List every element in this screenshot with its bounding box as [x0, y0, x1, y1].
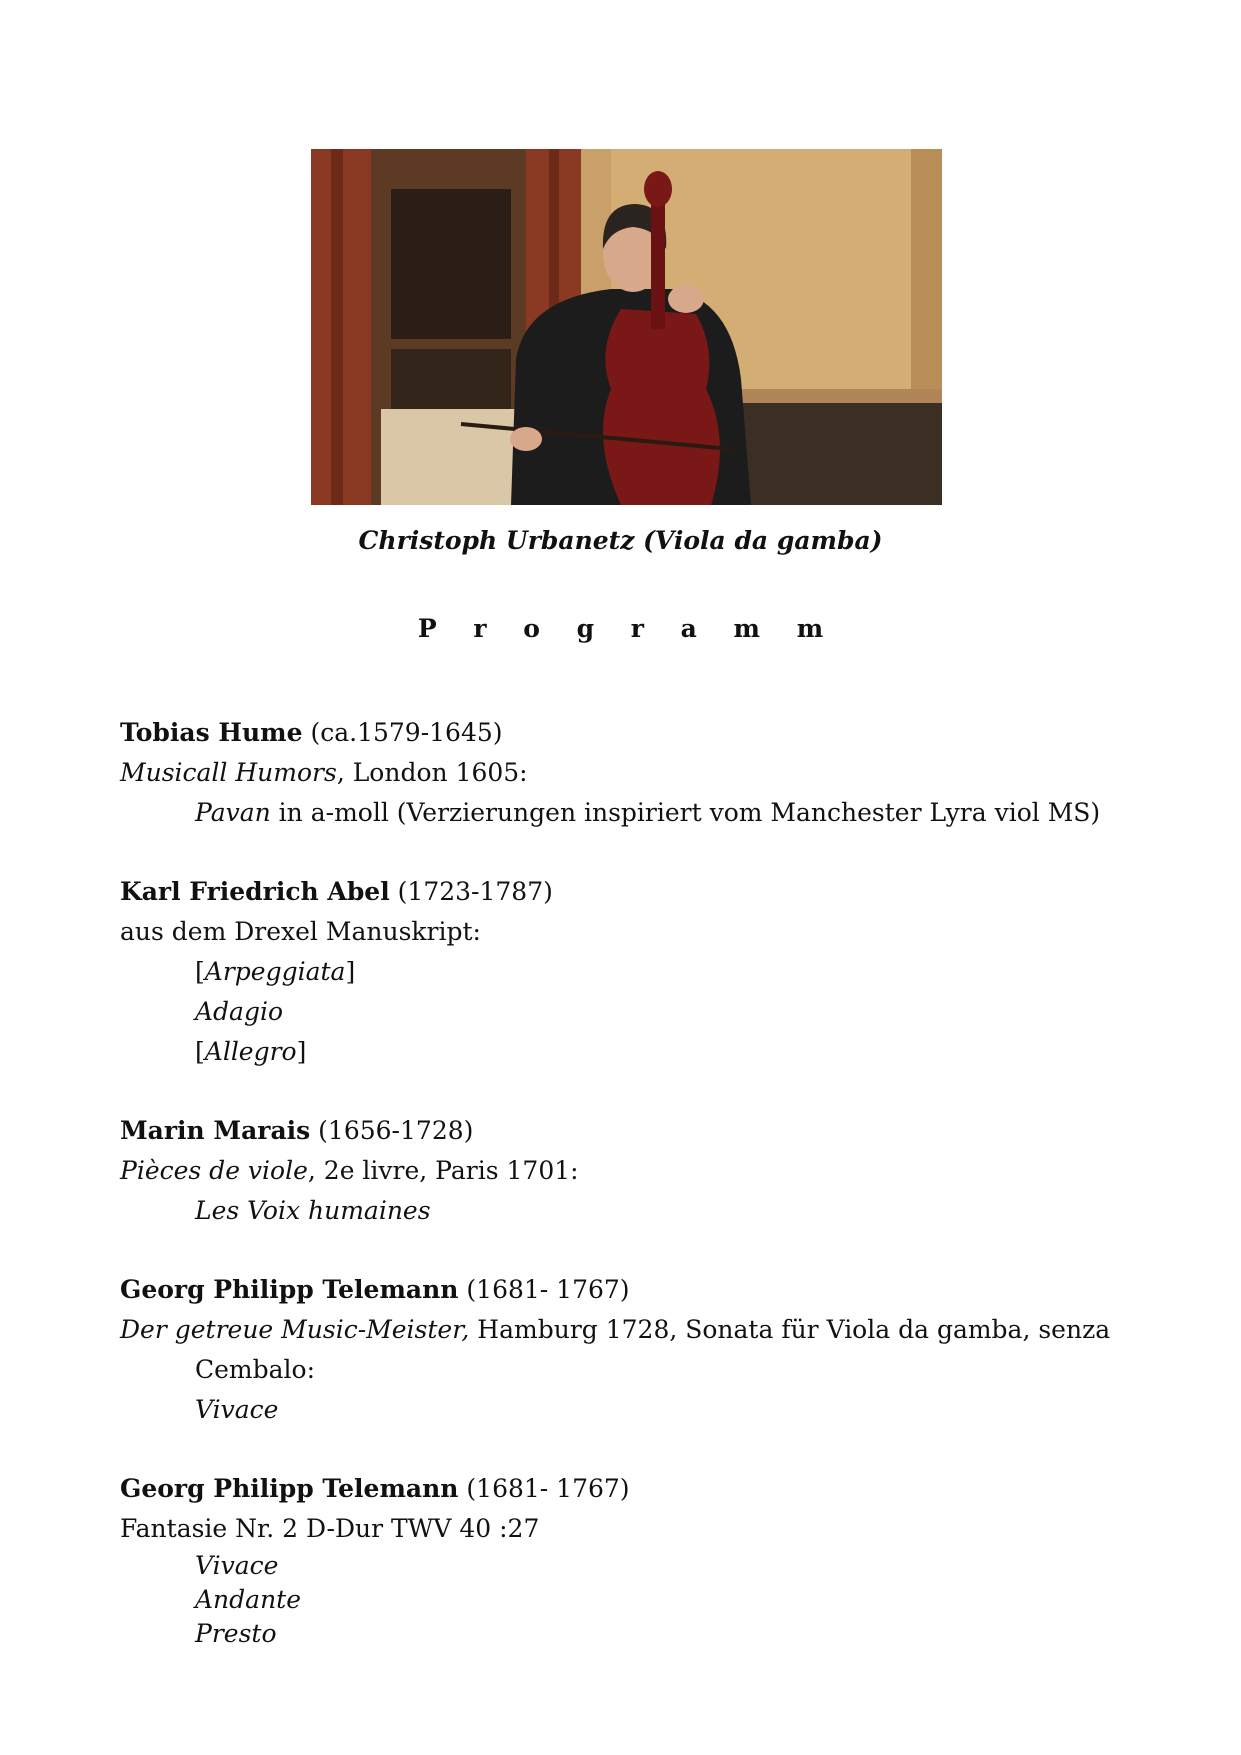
program-entry [120, 872, 1120, 1072]
movement-title: Presto [195, 1619, 277, 1648]
performer-photo [311, 149, 942, 505]
program-entry [120, 713, 1120, 833]
composer-line [120, 1469, 1120, 1509]
source-detail: Hamburg 1728, Sonata für Viola da gamba, senza [469, 1315, 1111, 1344]
composer-dates: (1656-1728) [310, 1116, 474, 1145]
movement-title: Pavan [195, 798, 271, 827]
movement-line [120, 952, 1120, 992]
movement-line [120, 1549, 1120, 1583]
source-line: aus dem Drexel Manuskript: [120, 917, 481, 946]
movement-title: Andante [195, 1585, 302, 1614]
composer-line [120, 1270, 1120, 1310]
movement-title: Vivace [195, 1395, 279, 1424]
composer-line [120, 872, 1120, 912]
source-line [120, 1310, 1120, 1350]
source-line-continued: Cembalo: [195, 1355, 316, 1384]
program-entry [120, 1111, 1120, 1231]
source-title: Musicall Humors [120, 758, 337, 787]
source-line [120, 1151, 1120, 1191]
program-entry [120, 1270, 1120, 1430]
photo-caption: Christoph Urbanetz (Viola da gamba) [358, 526, 883, 555]
movement-line [120, 1583, 1120, 1617]
source-line: Fantasie Nr. 2 D-Dur TWV 40 :27 [120, 1514, 540, 1543]
composer-dates: (1681- 1767) [458, 1275, 630, 1304]
movement-title: Adagio [195, 997, 284, 1026]
composer-line [120, 1111, 1120, 1151]
composer-name: Marin Marais [120, 1116, 311, 1145]
bracket-open: [ [195, 957, 205, 986]
movement-title: Les Voix humaines [195, 1196, 431, 1225]
bracket-open: [ [195, 1037, 205, 1066]
bracket-close: ] [296, 1037, 307, 1066]
source-title: Der getreue Music-Meister, [120, 1315, 470, 1344]
composer-dates: (1681- 1767) [458, 1474, 630, 1503]
program-heading: P r o g r a m m [417, 614, 838, 643]
composer-name: Georg Philipp Telemann [120, 1474, 459, 1503]
composer-dates: (ca.1579-1645) [302, 718, 503, 747]
composer-name: Karl Friedrich Abel [120, 877, 390, 906]
source-title: Pièces de viole [120, 1156, 308, 1185]
program-entry [120, 1469, 1120, 1651]
source-detail: , London 1605: [336, 758, 528, 787]
movement-title: Allegro [204, 1037, 297, 1066]
movement-line [120, 793, 1120, 833]
program-list [120, 713, 1120, 1690]
movement-line [120, 992, 1120, 1032]
movement-line [120, 1390, 1120, 1430]
movement-title: Arpeggiata [204, 957, 346, 986]
movement-line [120, 1191, 1120, 1231]
composer-name: Tobias Hume [120, 718, 303, 747]
bracket-close: ] [345, 957, 356, 986]
movement-detail: in a-moll (Verzierungen inspiriert vom Manchester Lyra viol MS) [270, 798, 1101, 827]
source-detail: , 2e livre, Paris 1701: [307, 1156, 579, 1185]
source-line [120, 753, 1120, 793]
composer-dates: (1723-1787) [389, 877, 553, 906]
movement-line [120, 1032, 1120, 1072]
movement-line [120, 1617, 1120, 1651]
composer-line [120, 713, 1120, 753]
composer-name: Georg Philipp Telemann [120, 1275, 459, 1304]
movement-title: Vivace [195, 1551, 279, 1580]
